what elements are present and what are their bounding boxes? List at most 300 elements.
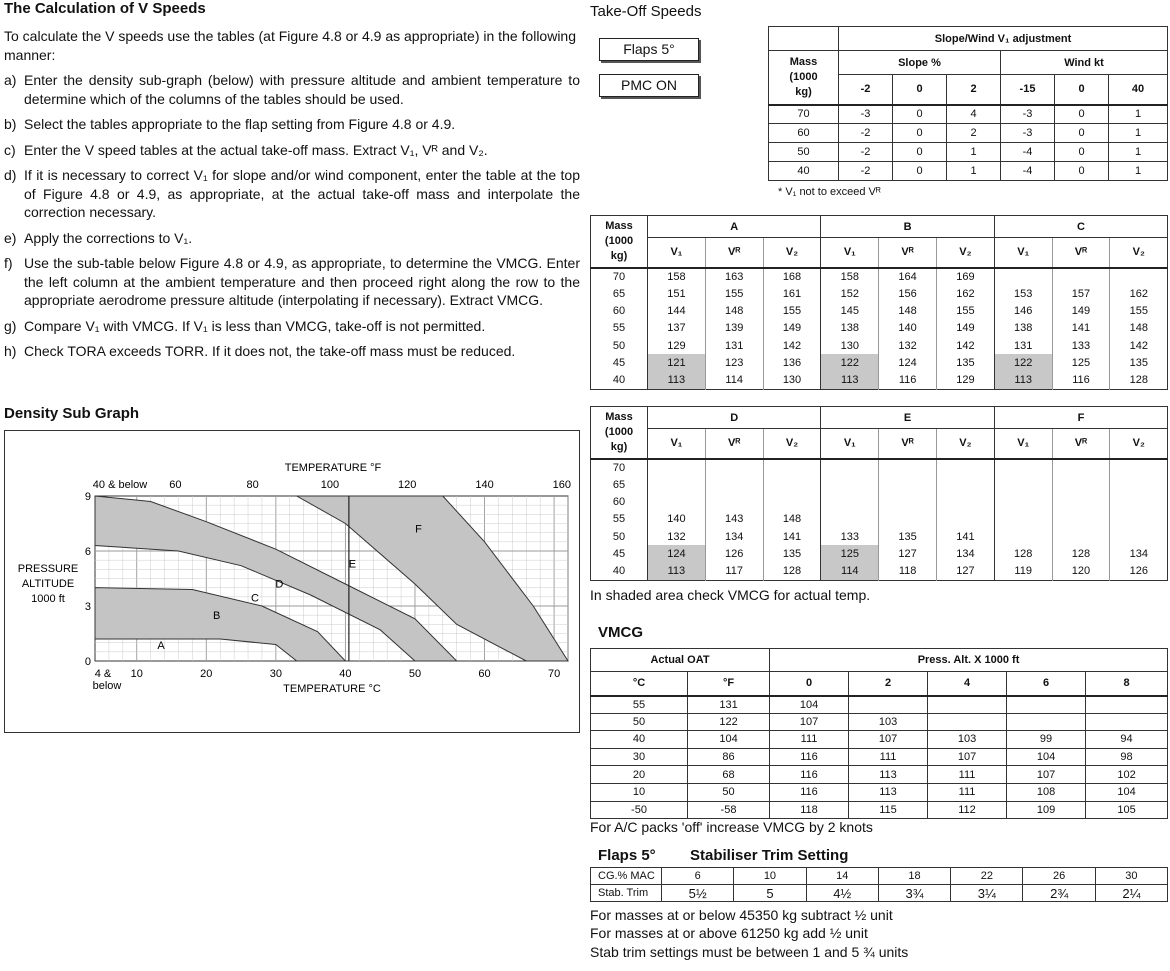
bottom-below-label: below	[92, 680, 122, 692]
table-row	[591, 268, 1168, 285]
slope-footnote: * V₁ not to exceed Vᴿ	[778, 186, 881, 198]
vmcg-col-header: °C	[591, 672, 688, 696]
table-cell: 124	[648, 545, 706, 562]
table-cell	[705, 493, 763, 510]
step-item	[4, 254, 580, 310]
mass-header	[591, 216, 648, 268]
table-cell: 120	[1052, 563, 1110, 580]
trim-note-3: Stab trim settings must be between 1 and 5 ¾ units	[590, 944, 909, 960]
slope-col-header: -2	[839, 75, 893, 105]
table-cell: 113	[648, 563, 706, 580]
table-cell: 18	[878, 868, 950, 885]
table-cell: 161	[763, 285, 821, 302]
table-cell: -2	[839, 143, 893, 162]
v-speeds-table-def	[590, 406, 1168, 581]
table-cell: 131	[705, 337, 763, 354]
table-cell: 125	[821, 545, 879, 562]
table-cell: 135	[1110, 354, 1168, 371]
region-label-e: E	[348, 558, 357, 571]
table-cell: 10	[734, 868, 806, 885]
table-cell: 105	[1086, 801, 1168, 819]
table-cell: 155	[1110, 302, 1168, 319]
table-row	[591, 563, 1168, 580]
table-cell: 50	[688, 783, 770, 801]
table-cell: 22	[951, 868, 1023, 885]
table-cell: -2	[839, 124, 893, 143]
table-cell	[994, 511, 1052, 528]
slope-col-header: 0	[893, 75, 947, 105]
table-cell: 151	[648, 285, 706, 302]
table-cell: 128	[994, 545, 1052, 562]
intro-text: To calculate the V speeds use the tables (at Figure 4.8 or 4.9 as appropriate) in the following manner:	[4, 28, 577, 63]
y-tick-label: 9	[84, 491, 91, 503]
table-cell: 133	[1052, 337, 1110, 354]
table-cell: 107	[849, 731, 928, 749]
trim-note-2: For masses at or above 61250 kg add ½ unit	[590, 925, 868, 941]
table-cell: 1	[947, 162, 1001, 181]
table-cell: -3	[1001, 105, 1055, 124]
table-row	[591, 748, 1168, 766]
table-cell	[994, 459, 1052, 476]
page-title: The Calculation of V Speeds	[4, 0, 206, 17]
speed-col-header: Vᴿ	[879, 238, 937, 268]
table-cell: 2¼	[1095, 885, 1167, 902]
mass-header-line: kg)	[610, 440, 628, 453]
table-cell: -2	[839, 162, 893, 181]
step-key: g)	[4, 317, 17, 334]
table-cell: 141	[936, 528, 994, 545]
table-cell: 126	[705, 545, 763, 562]
step-key: c)	[4, 141, 16, 158]
region-label-a: A	[157, 640, 165, 653]
speed-col-header: V₁	[821, 238, 879, 268]
table-cell: 116	[1052, 372, 1110, 389]
y-axis-label: ALTITUDE	[21, 578, 75, 590]
table-row	[591, 713, 1168, 731]
table-cell	[1052, 268, 1110, 285]
table-cell: 158	[648, 268, 706, 285]
table-cell: 103	[928, 731, 1007, 749]
mass-cell: 60	[769, 124, 839, 143]
table-cell: 98	[1086, 748, 1168, 766]
table-cell: 141	[763, 528, 821, 545]
mass-cell: 40	[612, 565, 626, 578]
table-cell: 0	[1055, 162, 1109, 181]
table-cell: -3	[1001, 124, 1055, 143]
table-cell: -50	[591, 801, 688, 819]
mass-cell: 50	[612, 530, 626, 543]
table-cell	[936, 493, 994, 510]
table-cell: 30	[1095, 868, 1167, 885]
table-cell: 128	[1052, 545, 1110, 562]
table-cell: 141	[1052, 320, 1110, 337]
table-cell: 116	[770, 766, 849, 784]
mass-cell: 65	[612, 287, 626, 300]
mass-cell: 45	[612, 357, 626, 370]
table-cell: -3	[839, 105, 893, 124]
vmcg-col-header: 0	[770, 672, 849, 696]
table-cell: 135	[763, 545, 821, 562]
table-cell: 5	[734, 885, 806, 902]
table-cell: 112	[928, 801, 1007, 819]
table-cell: 3¾	[878, 885, 950, 902]
table-cell: 145	[821, 302, 879, 319]
table-cell: 122	[821, 354, 879, 371]
y-tick-label: 3	[84, 601, 91, 613]
table-cell	[994, 268, 1052, 285]
bottom-tick-label: 50	[408, 668, 422, 680]
table-cell	[994, 476, 1052, 493]
region-label-b: B	[213, 609, 221, 622]
table-cell: 4	[947, 105, 1001, 124]
table-row	[591, 320, 1168, 337]
table-cell: 68	[688, 766, 770, 784]
table-cell: 135	[936, 354, 994, 371]
mass-cell: 60	[612, 495, 626, 508]
table-cell: 0	[893, 105, 947, 124]
step-item	[4, 229, 580, 248]
table-cell: 134	[1110, 545, 1168, 562]
table-cell: 118	[879, 563, 937, 580]
alt-header: Press. Alt. X 1000 ft	[770, 649, 1168, 672]
table-cell: 126	[1110, 563, 1168, 580]
mass-header	[769, 51, 839, 105]
table-cell: 0	[1055, 105, 1109, 124]
slope-wind-table	[768, 26, 1168, 181]
table-cell: 116	[770, 748, 849, 766]
mass-header	[591, 407, 648, 459]
table-cell: 1	[1109, 124, 1168, 143]
table-cell: -4	[1001, 162, 1055, 181]
table-cell	[763, 459, 821, 476]
step-key: d)	[4, 167, 17, 183]
speed-col-header: V₂	[763, 429, 821, 459]
table-row	[591, 459, 1168, 476]
table-cell: 109	[1007, 801, 1086, 819]
vmcg-col-header: 6	[1007, 672, 1086, 696]
table-cell: 108	[1007, 783, 1086, 801]
step-text: Enter the density sub-graph (below) with pressure altitude and ambient temperature to determine which of the columns of the tables should be used.	[24, 72, 580, 107]
table-cell	[994, 528, 1052, 545]
table-cell: 158	[821, 268, 879, 285]
table-cell: 149	[763, 320, 821, 337]
mass-header-line: kg)	[795, 85, 812, 98]
speed-col-header: V₁	[821, 429, 879, 459]
table-cell	[821, 493, 879, 510]
step-text: Apply the corrections to V₁.	[24, 229, 193, 246]
step-key: b)	[4, 116, 17, 132]
slope-table-title: Slope/Wind V₁ adjustment	[839, 27, 1168, 51]
table-cell	[648, 493, 706, 510]
mass-header-line: (1000	[789, 70, 818, 83]
mass-header-line: Mass	[789, 55, 818, 68]
top-tick-label: 100	[320, 479, 340, 491]
table-cell: 127	[879, 545, 937, 562]
table-cell: 162	[936, 285, 994, 302]
mass-cell: 70	[769, 105, 839, 124]
table-cell: 142	[1110, 337, 1168, 354]
vmcg-table	[590, 648, 1168, 819]
table-cell: 116	[770, 783, 849, 801]
table-cell: 113	[849, 766, 928, 784]
mass-cell: 60	[612, 304, 626, 317]
table-cell: 1	[1109, 143, 1168, 162]
table-cell: 104	[1007, 748, 1086, 766]
vmcg-title: VMCG	[598, 624, 643, 641]
speed-col-header: V₂	[936, 429, 994, 459]
table-cell: 20	[591, 766, 688, 784]
table-cell: 142	[936, 337, 994, 354]
speed-col-header: Vᴿ	[879, 429, 937, 459]
speed-col-header: V₂	[763, 238, 821, 268]
table-row	[769, 105, 1168, 124]
table-cell: 117	[705, 563, 763, 580]
speed-col-header: V₂	[1110, 429, 1168, 459]
stabiliser-trim-table	[590, 867, 1168, 902]
region-label-f: F	[415, 523, 422, 536]
bottom-tick-label: 20	[200, 668, 213, 680]
speed-col-header: Vᴿ	[705, 429, 763, 459]
table-cell: 155	[763, 302, 821, 319]
table-cell: 119	[994, 563, 1052, 580]
table-cell: 129	[936, 372, 994, 389]
mass-cell: 40	[769, 162, 839, 181]
table-cell: 146	[994, 302, 1052, 319]
step-key: e)	[4, 229, 17, 246]
top-tick-label: 40 & below	[92, 479, 148, 491]
top-axis-label: TEMPERATURE °F	[284, 462, 382, 474]
table-cell: 169	[936, 268, 994, 285]
trim-note-1: For masses at or below 45350 kg subtract ½ unit	[590, 907, 893, 923]
table-cell: 164	[879, 268, 937, 285]
table-cell: 153	[994, 285, 1052, 302]
table-cell: 1	[1109, 162, 1168, 181]
table-cell: 131	[688, 696, 770, 714]
table-cell: 152	[821, 285, 879, 302]
top-tick-label: 140	[475, 479, 494, 491]
table-cell: 1	[1109, 105, 1168, 124]
table-cell: 155	[936, 302, 994, 319]
table-cell: 162	[1110, 285, 1168, 302]
table-cell: 122	[994, 354, 1052, 371]
slope-col-header: 2	[947, 75, 1001, 105]
y-tick-label: 6	[84, 546, 91, 558]
table-cell: 137	[648, 320, 706, 337]
table-cell: 128	[763, 563, 821, 580]
table-cell: 128	[1110, 372, 1168, 389]
table-cell: 0	[1055, 143, 1109, 162]
table-cell: 6	[662, 868, 734, 885]
mass-cell: 50	[612, 339, 626, 352]
y-axis-label: PRESSURE	[17, 563, 79, 575]
table-cell: 111	[928, 783, 1007, 801]
table-row	[591, 372, 1168, 389]
mass-header-line: Mass	[605, 410, 633, 423]
vmcg-col-header: °F	[688, 672, 770, 696]
group-header: C	[994, 216, 1167, 238]
table-cell: 130	[763, 372, 821, 389]
speed-col-header: Vᴿ	[1052, 238, 1110, 268]
table-cell: 113	[821, 372, 879, 389]
group-header: A	[648, 216, 821, 238]
step-text: Enter the V speed tables at the actual take-off mass. Extract V₁, Vᴿ and V₂.	[24, 141, 488, 158]
step-item	[4, 115, 580, 134]
table-cell: 55	[591, 696, 688, 714]
speed-col-header: V₂	[1110, 238, 1168, 268]
table-cell	[1052, 459, 1110, 476]
table-cell: 4½	[806, 885, 878, 902]
table-cell: 123	[705, 354, 763, 371]
flaps-5-button[interactable]: Flaps 5°	[599, 38, 699, 61]
shaded-area-note: In shaded area check VMCG for actual temp.	[590, 587, 871, 603]
speed-col-header: V₁	[648, 238, 706, 268]
packs-note: For A/C packs 'off' increase VMCG by 2 knots	[590, 819, 873, 835]
speed-col-header: V₁	[648, 429, 706, 459]
table-cell: 104	[770, 696, 849, 714]
table-cell	[1086, 713, 1168, 731]
table-cell: 168	[763, 268, 821, 285]
table-cell	[1110, 476, 1168, 493]
table-cell	[1110, 493, 1168, 510]
table-cell	[1052, 511, 1110, 528]
region-label-d: D	[275, 578, 284, 591]
table-cell	[879, 493, 937, 510]
table-cell: 134	[705, 528, 763, 545]
mass-cell: 45	[612, 548, 626, 561]
group-header: E	[821, 407, 994, 429]
table-cell: 113	[849, 783, 928, 801]
table-row	[591, 511, 1168, 528]
table-cell: 30	[591, 748, 688, 766]
table-cell	[821, 476, 879, 493]
bottom-tick-label: 30	[269, 668, 282, 680]
step-item	[4, 342, 580, 361]
mass-header-line: (1000	[604, 425, 634, 438]
slope-col-header: -15	[1001, 75, 1055, 105]
step-item	[4, 141, 580, 160]
density-sub-graph	[4, 430, 580, 733]
table-cell: 131	[994, 337, 1052, 354]
take-off-speeds-title: Take-Off Speeds	[590, 3, 702, 20]
table-cell: 132	[648, 528, 706, 545]
table-cell: 140	[879, 320, 937, 337]
bottom-tick-label: 60	[478, 668, 491, 680]
mass-header-line: kg)	[610, 249, 628, 262]
table-row	[591, 801, 1168, 819]
table-cell: 124	[879, 354, 937, 371]
table-row	[591, 731, 1168, 749]
vmcg-col-header: 2	[849, 672, 928, 696]
group-header: F	[994, 407, 1167, 429]
table-cell: 115	[849, 801, 928, 819]
table-cell: 107	[1007, 766, 1086, 784]
bottom-axis-label: TEMPERATURE °C	[283, 683, 381, 695]
pmc-on-button[interactable]: PMC ON	[599, 74, 699, 97]
table-row	[591, 783, 1168, 801]
table-cell: 2	[947, 124, 1001, 143]
table-row	[591, 528, 1168, 545]
table-cell: 107	[770, 713, 849, 731]
table-cell	[1052, 493, 1110, 510]
table-cell: 148	[879, 302, 937, 319]
step-item	[4, 317, 580, 336]
mass-header-line: (1000	[604, 234, 634, 247]
step-text: Compare V₁ with VMCG. If V₁ is less than VMCG, take-off is not permitted.	[24, 317, 486, 334]
table-cell: 111	[849, 748, 928, 766]
table-cell	[1052, 528, 1110, 545]
table-cell: 114	[705, 372, 763, 389]
trim-flaps-label: Flaps 5°	[598, 847, 656, 864]
table-cell	[879, 476, 937, 493]
table-cell: 140	[648, 511, 706, 528]
wind-header: Wind kt	[1001, 51, 1168, 75]
table-cell	[648, 459, 706, 476]
table-cell: 40	[591, 731, 688, 749]
table-cell	[1110, 268, 1168, 285]
trim-title: Stabiliser Trim Setting	[690, 847, 849, 864]
step-text: If it is necessary to correct V₁ for slope and/or wind component, enter the table at the top of Figure 4.8 or 4.9, as appropriate, at the actual take-off mass and interpolate the correction necessary.	[24, 167, 580, 220]
trim-row-label: Stab. Trim	[591, 885, 662, 902]
speed-col-header: V₂	[936, 238, 994, 268]
table-cell: 148	[705, 302, 763, 319]
bottom-tick-label: 4 &	[94, 668, 112, 680]
step-key: h)	[4, 343, 17, 359]
table-cell	[1110, 511, 1168, 528]
table-cell: 99	[1007, 731, 1086, 749]
graph-title: Density Sub Graph	[4, 405, 140, 422]
table-cell: 143	[705, 511, 763, 528]
table-row	[591, 476, 1168, 493]
bottom-tick-label: 40	[339, 668, 352, 680]
step-text: Select the tables appropriate to the flap setting from Figure 4.8 or 4.9.	[24, 116, 456, 132]
vmcg-col-header: 8	[1086, 672, 1168, 696]
table-cell: 1	[947, 143, 1001, 162]
table-cell: -58	[688, 801, 770, 819]
table-row	[591, 766, 1168, 784]
speed-col-header: V₁	[994, 429, 1052, 459]
table-cell	[849, 696, 928, 714]
bottom-tick-label: 10	[130, 668, 143, 680]
top-tick-label: 80	[246, 479, 259, 491]
table-cell: 132	[879, 337, 937, 354]
y-tick-label: 0	[84, 656, 91, 668]
table-cell	[821, 459, 879, 476]
table-cell: 104	[1086, 783, 1168, 801]
step-text: Check TORA exceeds TORR. If it does not, the take-off mass must be reduced.	[24, 343, 516, 359]
table-cell: 0	[1055, 124, 1109, 143]
table-cell: 5½	[662, 885, 734, 902]
table-cell: 139	[705, 320, 763, 337]
table-cell: 138	[821, 320, 879, 337]
table-cell: 136	[763, 354, 821, 371]
table-cell	[763, 493, 821, 510]
table-cell	[1110, 528, 1168, 545]
table-cell: 111	[770, 731, 849, 749]
table-cell	[879, 511, 937, 528]
table-cell	[936, 459, 994, 476]
table-cell: 114	[821, 563, 879, 580]
table-cell: 10	[591, 783, 688, 801]
table-cell: 130	[821, 337, 879, 354]
table-cell	[928, 696, 1007, 714]
speed-col-header: Vᴿ	[705, 238, 763, 268]
table-cell	[1052, 476, 1110, 493]
mass-cell: 70	[612, 270, 626, 283]
table-row	[591, 337, 1168, 354]
trim-row-label: CG.% MAC	[598, 870, 655, 882]
table-cell: 148	[763, 511, 821, 528]
steps-list	[4, 71, 580, 368]
